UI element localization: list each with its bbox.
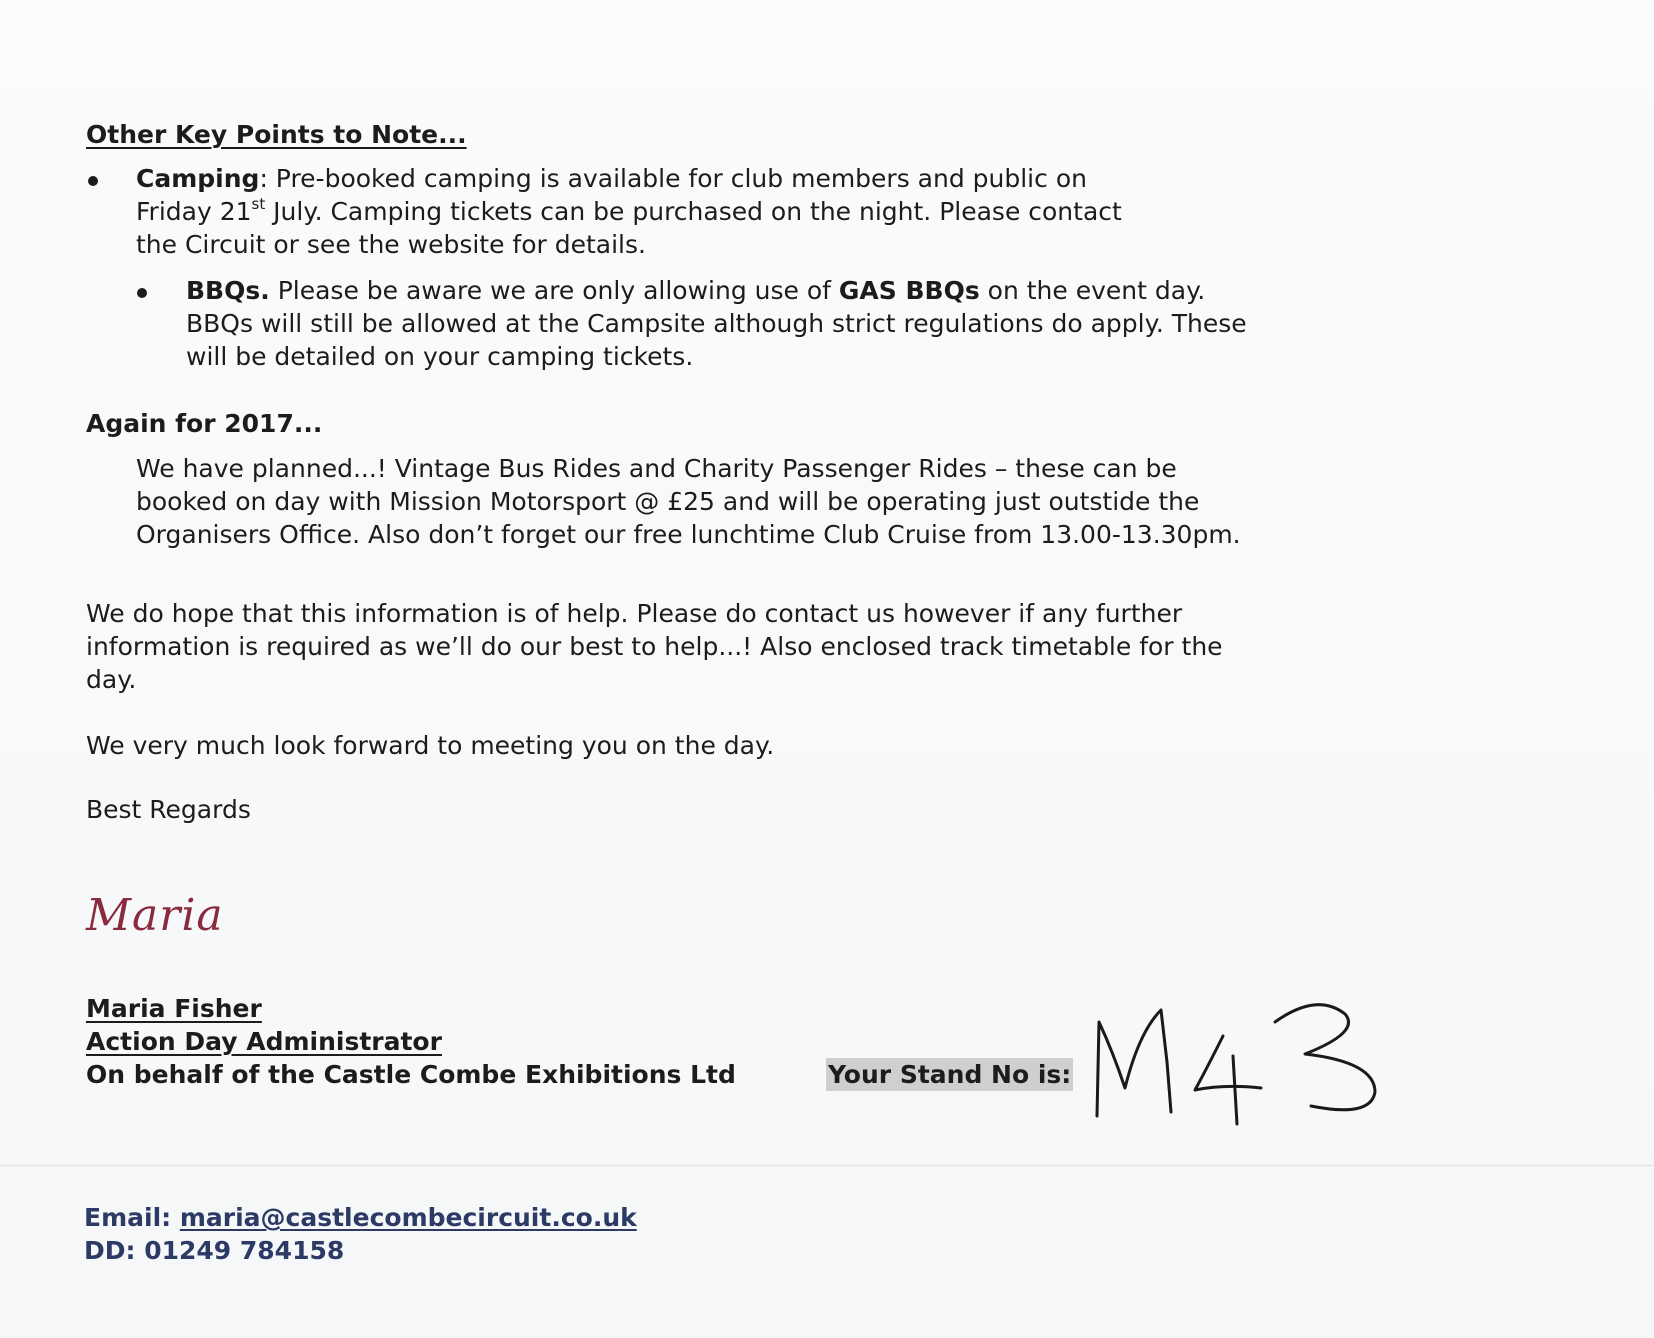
bbqs-line-1-end: on the event day. (979, 276, 1206, 305)
again-line-3: Organisers Office. Also don’t forget our free lunchtime Club Cruise from 13.00-13.30pm. (136, 520, 1241, 549)
signature: Maria (86, 890, 224, 941)
camping-label: Camping (136, 164, 260, 193)
help-line-3: day. (86, 665, 137, 694)
help-line-2: information is required as we’ll do our best to help...! Also enclosed track timetable for the (86, 632, 1223, 661)
gas-bbqs-emphasis: GAS BBQs (838, 276, 980, 305)
signer-name: Maria Fisher (86, 994, 262, 1023)
again-line-1: We have planned...! Vintage Bus Rides and Charity Passenger Rides – these can be (136, 454, 1177, 483)
bbqs-label: BBQs. (186, 276, 270, 305)
camping-line-2 (136, 195, 1122, 228)
bbqs-line-1-text: Please be aware we are only allowing use of (269, 276, 839, 305)
paper-fold-crease (0, 1164, 1654, 1167)
signer-title: Action Day Administrator (86, 1027, 442, 1056)
again-line-2: booked on day with Mission Motorsport @ £25 and will be operating just outstide the (136, 487, 1200, 516)
look-forward-text: We very much look forward to meeting you on the day. (86, 731, 775, 760)
email-line (84, 1201, 637, 1234)
email-label: Email: (84, 1203, 180, 1232)
direct-dial-phone: DD: 01249 784158 (84, 1236, 345, 1265)
key-points-heading: Other Key Points to Note... (86, 120, 467, 149)
bbqs-line-2: BBQs will still be allowed at the Campsite although strict regulations do apply. These (186, 309, 1247, 338)
help-line-1: We do hope that this information is of help. Please do contact us however if any further (86, 599, 1183, 628)
closing-regards: Best Regards (86, 795, 251, 824)
camping-date: Friday 21 (136, 197, 252, 226)
signer-organisation: On behalf of the Castle Combe Exhibitions Ltd (86, 1060, 736, 1089)
bbqs-line-3: will be detailed on your camping tickets. (186, 342, 694, 371)
camping-bullet (88, 176, 98, 186)
bbqs-bullet (137, 288, 147, 298)
camping-line-1-text: : Pre-booked camping is available for club members and public on (259, 164, 1087, 193)
camping-date-suffix: st (251, 195, 266, 213)
email-link[interactable]: maria@castlecombecircuit.co.uk (179, 1203, 637, 1232)
again-heading: Again for 2017... (86, 409, 323, 438)
camping-line-1 (136, 162, 1087, 195)
stand-number-label: Your Stand No is: (828, 1060, 1072, 1089)
handwritten-stand-number (1085, 992, 1385, 1142)
camping-line-3: the Circuit or see the website for details. (136, 230, 646, 259)
bbqs-line-1 (186, 274, 1205, 307)
camping-line-2-text: July. Camping tickets can be purchased on the night. Please contact (265, 197, 1122, 226)
